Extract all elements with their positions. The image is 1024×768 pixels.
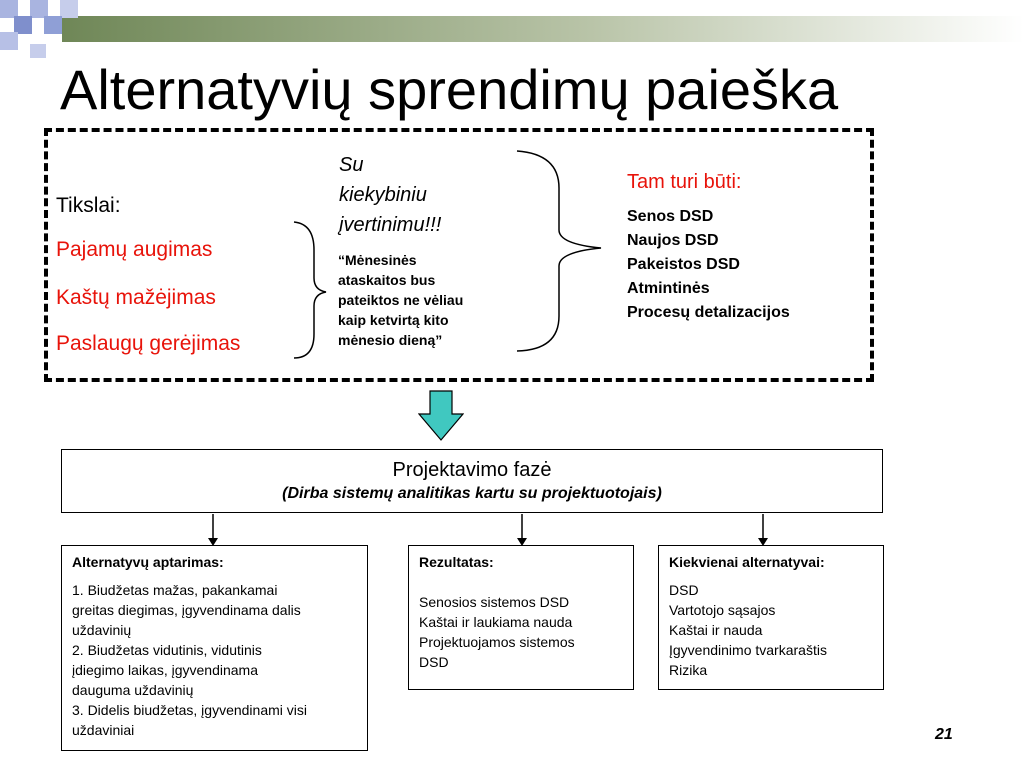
card-line: greitas diegimas, įgyvendinama dalis <box>72 602 301 618</box>
quote-line: mėnesio dieną” <box>338 332 443 348</box>
header-square <box>14 16 32 34</box>
goal-item: Pajamų augimas <box>56 238 213 261</box>
must-have-item: Atmintinės <box>627 280 710 297</box>
card-line: Rizika <box>669 662 708 678</box>
card-line: įdiegimo laikas, įgyvendinama <box>72 662 258 678</box>
card-line: uždavinių <box>72 622 132 638</box>
note-line: kiekybiniu <box>339 184 427 206</box>
must-have-item: Pakeistos DSD <box>627 256 740 273</box>
goal-item: Paslaugų gerėjimas <box>56 332 241 355</box>
result-card <box>408 545 634 690</box>
page-title: Alternatyvių sprendimų paieška <box>60 58 839 121</box>
card-line: dauguma uždavinių <box>72 682 194 698</box>
quantified-note <box>339 150 441 240</box>
header-square <box>60 0 78 18</box>
header-square <box>44 16 62 34</box>
header-decoration <box>0 0 1024 60</box>
quote-line: kaip ketvirtą kito <box>338 312 449 328</box>
card-line: Kaštai ir nauda <box>669 622 763 638</box>
card-line: uždaviniai <box>72 722 135 738</box>
card-line: Projektuojamos sistemos <box>419 634 575 650</box>
card-line: Įgyvendinimo tvarkaraštis <box>669 642 827 658</box>
card-line: DSD <box>669 582 699 598</box>
note-line: įvertinimu!!! <box>339 214 442 236</box>
left-brace-icon <box>290 220 330 360</box>
phase-title: Projektavimo fazė <box>392 459 552 481</box>
header-square <box>30 0 48 18</box>
card-line: Kaštai ir laukiama nauda <box>419 614 573 630</box>
quote-line: ataskaitos bus <box>338 272 436 288</box>
quote-line: “Mėnesinės <box>338 252 417 268</box>
card-heading: Rezultatas: <box>419 554 494 570</box>
per-alternative-card <box>658 545 884 690</box>
right-brace-icon <box>515 148 605 354</box>
quote-text <box>338 250 463 350</box>
card-heading: Alternatyvų aptarimas: <box>72 554 224 570</box>
card-line: 3. Didelis biudžetas, įgyvendinami visi <box>72 702 307 718</box>
header-square <box>0 32 18 50</box>
must-have-item: Senos DSD <box>627 208 714 225</box>
down-arrow-icon <box>418 390 464 442</box>
phase-subtitle: (Dirba sistemų analitikas kartu su projektuotojais) <box>282 485 662 502</box>
must-have-heading: Tam turi būti: <box>627 171 742 193</box>
card-heading: Kiekvienai alternatyvai: <box>669 554 825 570</box>
card-line: 1. Biudžetas mažas, pakankamai <box>72 582 278 598</box>
card-line: Vartotojo sąsajos <box>669 602 776 618</box>
header-gradient-band <box>62 16 1024 42</box>
must-have-item: Procesų detalizacijos <box>627 304 790 321</box>
goals-heading: Tikslai: <box>56 194 121 217</box>
card-line: DSD <box>419 654 449 670</box>
goal-item: Kaštų mažėjimas <box>56 286 216 309</box>
slide-number: 21 <box>935 726 953 743</box>
card-line: Senosios sistemos DSD <box>419 594 570 610</box>
header-square <box>0 0 18 18</box>
card-line: 2. Biudžetas vidutinis, vidutinis <box>72 642 262 658</box>
design-phase-box <box>61 449 883 513</box>
alternatives-card <box>61 545 368 751</box>
quote-line: pateiktos ne vėliau <box>338 292 464 308</box>
note-line: Su <box>339 154 364 176</box>
must-have-item: Naujos DSD <box>627 232 719 249</box>
header-square <box>30 44 46 58</box>
connector-arrows <box>0 512 1024 548</box>
must-have-list <box>627 205 790 325</box>
